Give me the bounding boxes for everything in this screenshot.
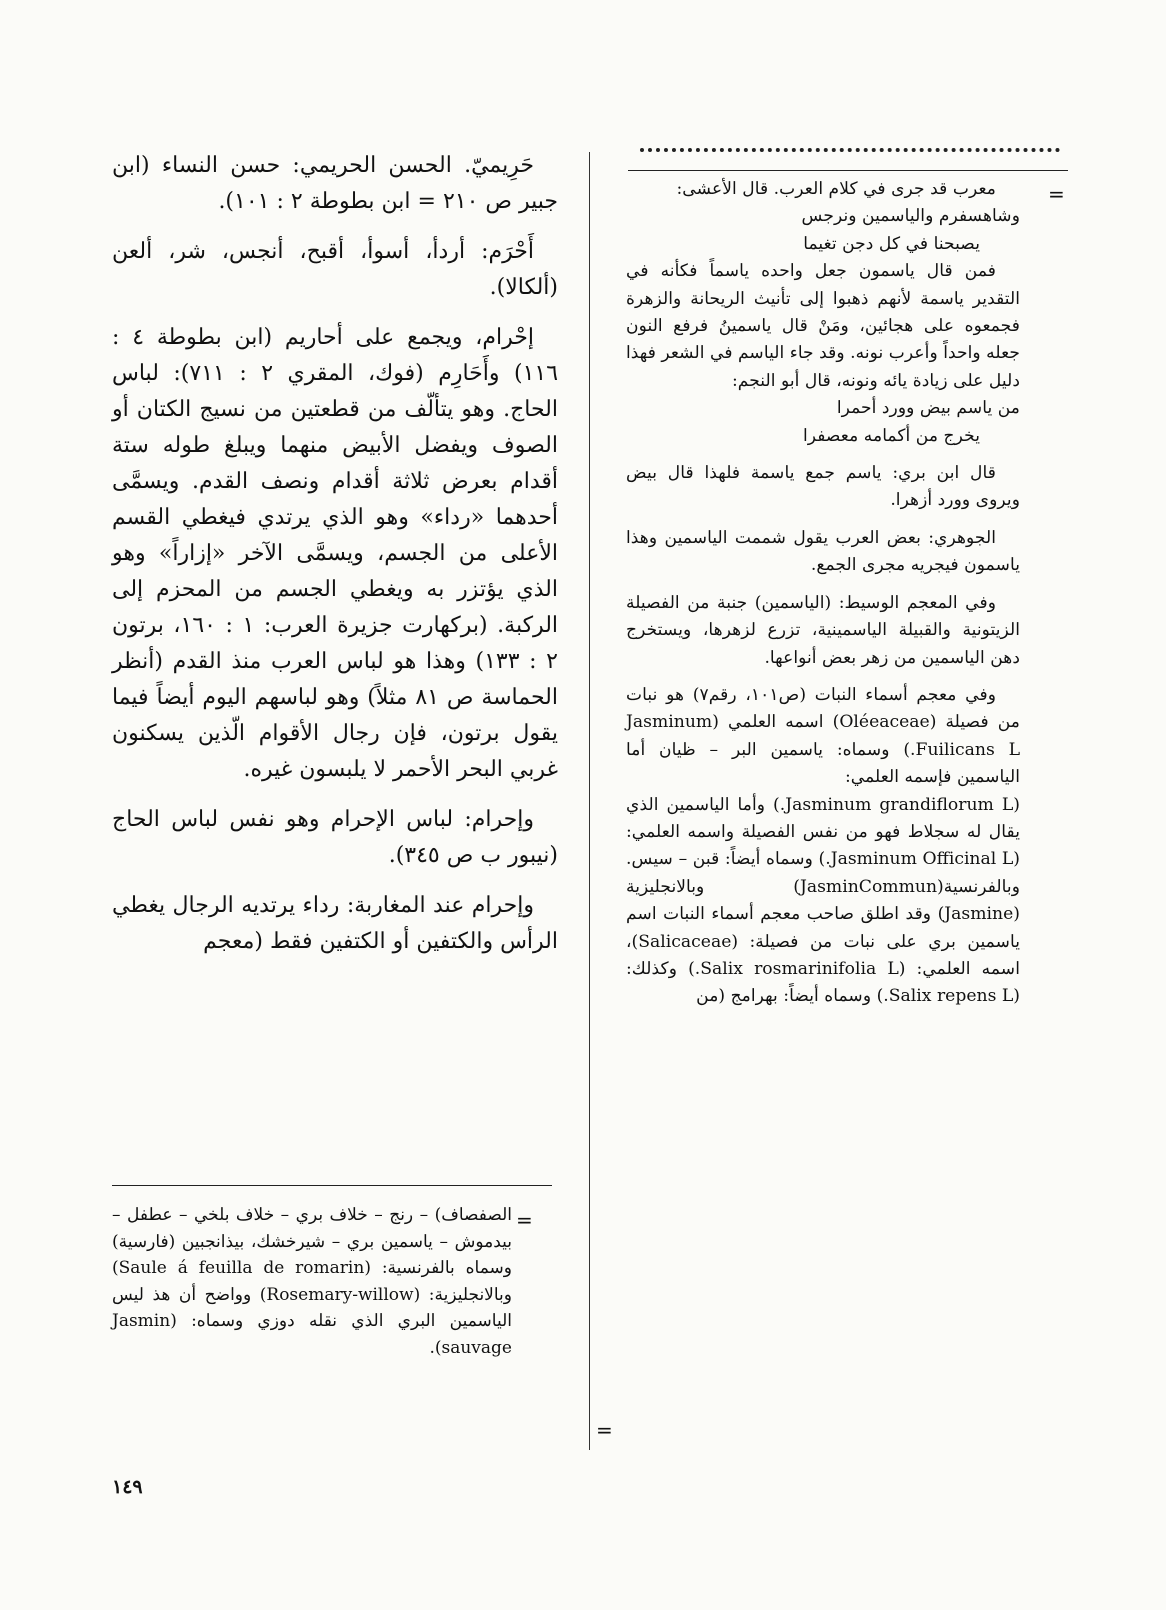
rc-verse-1: وشاهسفرم والياسمين ونرجس: [801, 206, 1020, 227]
lc-entry-5: وإحرام عند المغاربة: رداء يرتديه الرجال يغطي الرأس والكتفين أو الكتفين فقط (معجم: [112, 893, 558, 954]
rc-verse-3: من ياسم بيض وورد أحمرا: [836, 398, 1020, 419]
lc-entry-2: أَحْرَم: أردأ، أسوأ، أقبح، أنجس، شر، ألعن (ألكالا).: [112, 239, 558, 300]
rc-para-7: (Jasminum grandiflorum L.) وأما الياسمين الذي يقال له سجلاط فهو من نفس الفصيلة واسمه العلمي: (Jasminum Officinal L.) وسماه أيضاً: قبن – سيس. وبالفرنسية(JasminCommun) وبالانجليزية (Jasmine) وقد اطلق صاحب معجم أسماء النبات اسم ياسمين بري على نبات من فصيلة: (Salicaceae)، اسمه العلمي: (Salix rosmarinifolia L.) وكذلك: (Salix repens L.) وسماه أيضاً: بهرامج (من: [626, 794, 1021, 1007]
rc-para-5: وفي المعجم الوسيط: (الياسمين) جنبة من الفصيلة الزيتونية والقبيلة الياسمينية، تزرع لزهرها، ويستخرج دهن الياسمين من زهر بعض أنواعها.: [626, 592, 1020, 668]
footnote-rule: [112, 1185, 552, 1186]
rc-verse-2: يصبحنا في كل دجن تغيما: [803, 233, 980, 254]
rc-para-6: وفي معجم أسماء النبات (ص١٠١، رقم٧) هو نبات من فصيلة (Oléeaceae) اسمه العلمي (Jasminum Fuilicans L.) وسماه: ياسمين البر – ظيان أما الياسمين فإسمه العلمي:: [626, 684, 1020, 788]
lc-entry-3: إحْرام، ويجمع على أحاريم (ابن بطوطة ٤ : ١١٦) وأَحَارِم (فوك، المقري ٢ : ٧١١): لباس الحاج. وهو يتألّف من قطعتين من نسيج الكتان أو الصوف ويفضل الأبيض منهما ويبلغ طوله ستة أقدام بعرض ثلاثة أقدام ونصف القدم. ويسمَّى أحدهما «رداء» وهو الذي يرتدي فيغطي القسم الأعلى من الجسم، ويسمَّى الآخر «إزاراً» وهو الذي يؤتزر به ويغطي الجسم من المحزم إلى الركبة. (بركهارت جزيرة العرب: ١ : ١٦٠، برتون ٢ : ١٣٣) وهذا هو لباس العرب منذ القدم (أنظر الحماسة ص ٨١ مثلاً) وهو لباسهم اليوم أيضاً فيما يقول برتون، فإن رجال الأقوام الّذين يسكنون غربي البحر الأحمر لا يلبسون غيره.: [112, 325, 559, 782]
right-column: [626, 176, 1020, 1011]
rc-para-3: قال ابن بري: ياسم جمع ياسمة فلهذا قال بيض ويروى وورد أزهرا.: [626, 463, 1020, 511]
dotted-rule: [640, 148, 1060, 156]
left-column: [112, 148, 558, 960]
continuation-mark-footnote: =: [516, 1208, 533, 1232]
footnote-text: الصفصاف) – رنج – خلاف بري – خلاف بلخي – عطفل – بيدموش – ياسمين بري – شيرخشك، بيذانجبين (فارسية) وسماه بالفرنسية: (Saule á feuilla de romarin) وبالانجليزية: (Rosemary-willow) وواضح أن هذ ليس الياسمين البري الذي نقله دوزي وسماه: (Jasmin sauvage).: [112, 1205, 512, 1358]
lc-entry-1: حَرِيميّ. الحسن الحريمي: حسن النساء (ابن جبير ص ٢١٠ = ابن بطوطة ٢ : ١٠١).: [112, 153, 558, 214]
rc-para-1: معرب قد جرى في كلام العرب. قال الأعشى:: [676, 179, 996, 199]
rc-para-4: الجوهري: بعض العرب يقول شممت الياسمين وهذا ياسمون فيجريه مجرى الجمع.: [626, 527, 1020, 576]
continuation-mark-top: =: [1048, 182, 1065, 206]
column-divider: [589, 152, 590, 1450]
continuation-mark-bottom: =: [596, 1418, 613, 1442]
top-rule: [628, 170, 1068, 171]
footnote: [112, 1202, 512, 1361]
rc-para-2: فمن قال ياسمون جعل واحده ياسماً فكأنه في التقدير ياسمة لأنهم ذهبوا إلى تأنيث الريحانة والزهرة فجمعوه على هجائين، ومَنْ قال ياسمينُ فرفع النون جعله واحداً وأعرب نونه. وقد جاء الياسم في الشعر فهذا دليل على زيادة يائه ونونه، قال أبو النجم:: [626, 261, 1020, 391]
rc-verse-4: يخرج من أكمامه معصفرا: [802, 425, 980, 446]
lc-entry-4: وإحرام: لباس الإحرام وهو نفس لباس الحاج (نيبور ب ص ٣٤٥).: [112, 807, 558, 868]
page-number: ١٤٩: [112, 1476, 143, 1498]
